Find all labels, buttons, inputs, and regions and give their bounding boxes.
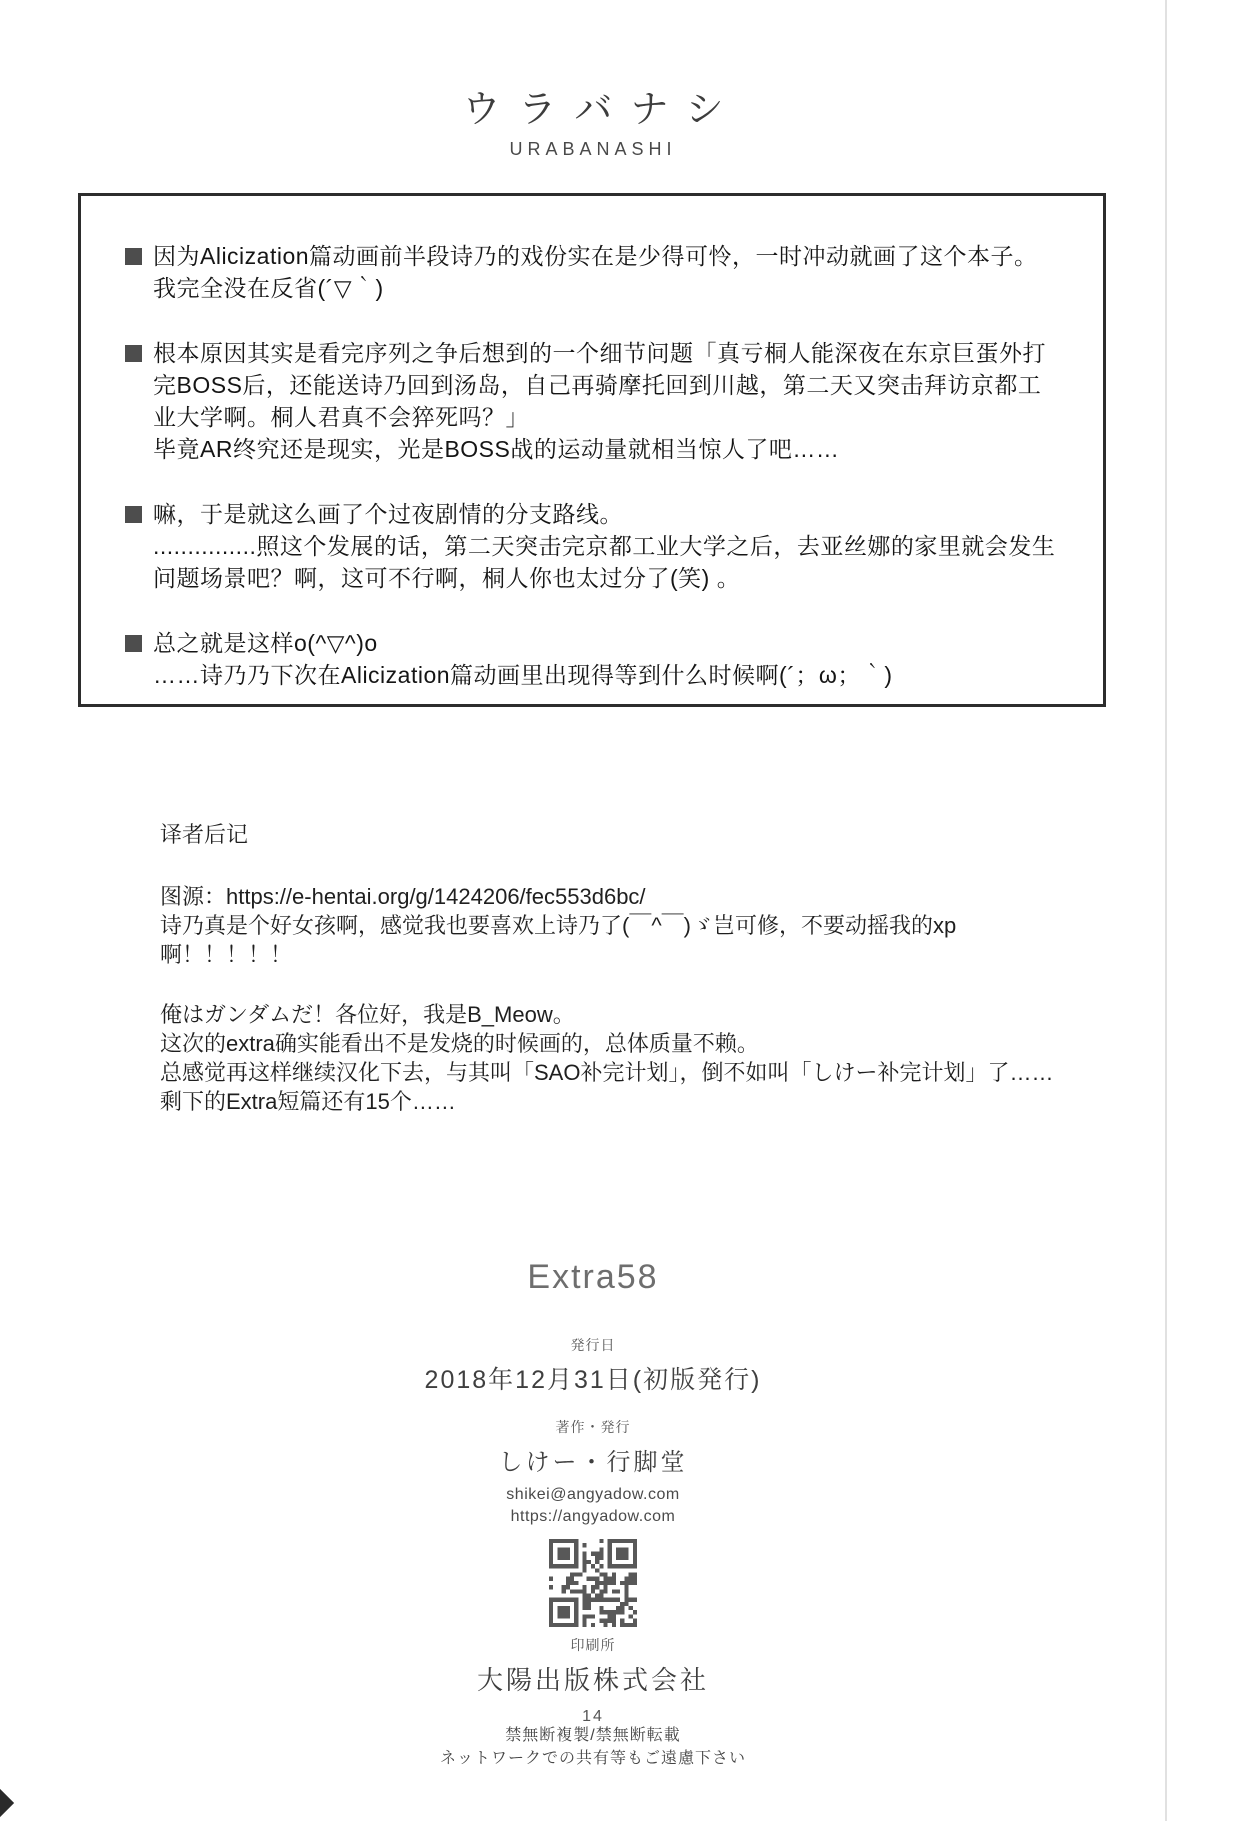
notes-list	[125, 240, 1057, 691]
translator-heading: 译者后记	[160, 822, 249, 847]
note-line: 毕竟AR终究还是现实，光是BOSS战的运动量就相当惊人了吧……	[153, 436, 840, 462]
translator-paragraphs	[160, 882, 1080, 1116]
translator-afterword	[160, 820, 1080, 1147]
date-label: 発行日	[570, 1337, 616, 1353]
website-url: https://angyadow.com	[510, 1508, 676, 1525]
translator-line: 俺はガンダムだ！各位好，我是B_Meow。	[160, 1002, 575, 1027]
copyright-notice-line2: ネットワークでの共有等もご遠慮下さい	[439, 1750, 746, 1767]
note-line: 总之就是这样o(^▽^)o	[153, 630, 378, 656]
colophon	[0, 1258, 1186, 1770]
translator-paragraph	[160, 882, 1080, 969]
printer-name: 大陽出版株式会社	[476, 1665, 709, 1695]
scan-artifact-line	[1165, 0, 1167, 1821]
bullet-square-icon	[125, 635, 142, 652]
note-line: ……诗乃乃下次在Alicization篇动画里出现得等到什么时候啊(´；ω；｀)	[153, 662, 893, 688]
note-bullet	[125, 337, 1057, 465]
translator-line: 这次的extra确实能看出不是发烧的时候画的，总体质量不赖。	[160, 1031, 759, 1056]
note-line: 因为Alicization篇动画前半段诗乃的戏份实在是少得可怜，一时冲动就画了这个本子。我完全没在反省(´▽｀)	[153, 243, 1038, 301]
copyright-notice-line1: 禁無断複製/禁無断転載	[505, 1727, 681, 1744]
bullet-square-icon	[125, 248, 142, 265]
bullet-square-icon	[125, 506, 142, 523]
note-line: 嘛，于是就这么画了个过夜剧情的分支路线。	[153, 501, 623, 527]
author-label: 著作・発行	[555, 1419, 631, 1435]
note-bullet	[125, 498, 1057, 594]
translator-paragraph	[160, 1000, 1080, 1116]
logo-katakana: ウラバナシ	[462, 89, 742, 131]
logo-romaji: URABANASHI	[509, 139, 677, 159]
page-number: 14	[582, 1708, 604, 1725]
publication-date: 2018年12月31日(初版発行)	[424, 1366, 762, 1394]
translator-line: 诗乃真是个好女孩啊，感觉我也要喜欢上诗乃了(￣^￣)ゞ岂可修，不要动摇我的xp啊！！！！！	[160, 913, 957, 967]
note-line: 根本原因其实是看完序列之争后想到的一个细节问题「真亏桐人能深夜在东京巨蛋外打完BOSS后，还能送诗乃回到汤岛，自己再骑摩托回到川越，第二天又突击拜访京都工业大学啊。桐人君真不会猝死吗？」	[153, 340, 1046, 430]
translator-line: 总感觉再这样继续汉化下去，与其叫「SAO补完计划」，倒不如叫「しけー补完计划」了……	[160, 1060, 1054, 1085]
translator-line: 图源：https://e-hentai.org/g/1424206/fec553d6bc/	[160, 884, 646, 909]
book-title: Extra58	[527, 1258, 659, 1296]
logo	[0, 78, 1186, 160]
author-notes-box	[78, 193, 1106, 707]
bullet-square-icon	[125, 345, 142, 362]
qr-code-icon	[549, 1539, 637, 1627]
email-address: shikei@angyadow.com	[506, 1486, 680, 1503]
note-line: ...............照这个发展的话，第二天突击完京都工业大学之后，去亚丝娜的家里就会发生问题场景吧？啊，这可不行啊，桐人你也太过分了(笑) 。	[153, 533, 1056, 591]
circle-name: しけー・行脚堂	[498, 1449, 688, 1476]
printer-label: 印刷所	[570, 1637, 616, 1653]
translator-line: 剩下的Extra短篇还有15个……	[160, 1089, 456, 1114]
note-bullet	[125, 240, 1057, 304]
note-bullet	[125, 627, 1057, 691]
